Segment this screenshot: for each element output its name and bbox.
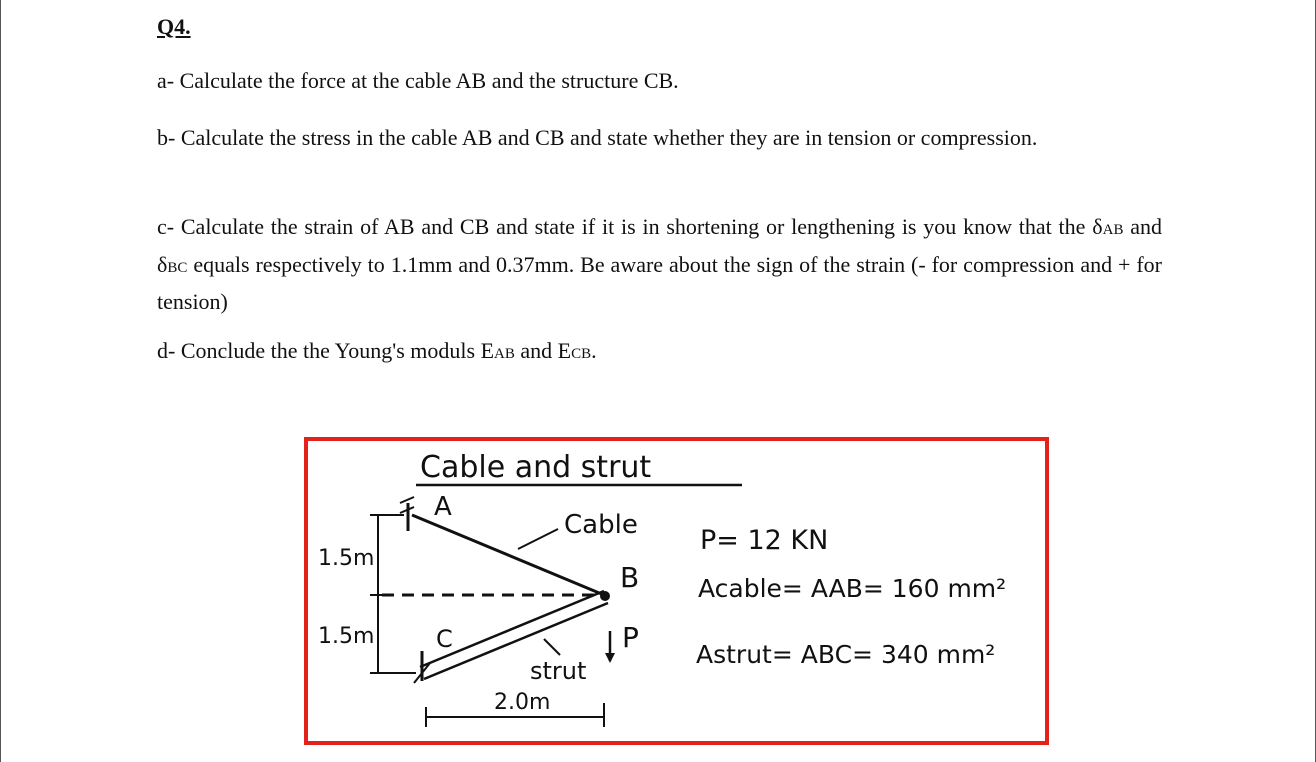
area-cable — [698, 574, 1006, 603]
dim-upper: 1.5m — [318, 546, 375, 571]
label-strut: strut — [530, 657, 587, 685]
part-d-text — [157, 334, 1162, 372]
area-cable-symbol: AAB= — [810, 574, 884, 603]
label-c: C — [436, 625, 453, 653]
part-d-seg1: d- Conclude the the Young's moduls E — [157, 338, 495, 363]
part-c-seg2: and δ — [157, 214, 1163, 277]
part-c-sub-ab: AB — [1102, 222, 1124, 238]
part-d-sub-ab: AB — [494, 346, 515, 362]
area-cable-value: 160 mm² — [891, 574, 1007, 603]
label-a: A — [434, 492, 452, 522]
strut-pointer — [544, 639, 560, 655]
cable-strut-figure — [308, 441, 1045, 741]
part-c-sub-bc: BC — [167, 259, 188, 276]
part-c-text — [157, 210, 1162, 320]
area-strut-value: 340 mm² — [880, 640, 996, 669]
load-value: P= 12 KN — [700, 525, 829, 556]
question-title: Q4. — [157, 14, 191, 39]
part-a-text: a- Calculate the force at the cable AB and the structure CB. — [157, 68, 679, 93]
figure-frame — [304, 437, 1049, 745]
label-b: B — [620, 561, 640, 594]
area-cable-label: Acable= — [698, 574, 803, 603]
dim-horizontal: 2.0m — [494, 690, 551, 715]
part-c-seg1: c- Calculate the strain of AB and CB and state if it is in shortening or lengthening is you know that the δ — [157, 214, 1103, 239]
cable-pointer — [518, 529, 558, 549]
part-d-seg2: and E — [514, 338, 572, 363]
label-p: P — [622, 621, 639, 654]
part-d-seg3: . — [591, 338, 597, 363]
area-strut-symbol: ABC= — [800, 640, 873, 669]
part-c-seg3: equals respectively to 1.1mm and 0.37mm. Be aware about the sign of the strain (- for compression and + for tension) — [157, 251, 1162, 314]
wall-hatch — [400, 497, 414, 503]
area-strut — [696, 640, 995, 669]
part-d-sub-cb: CB — [571, 346, 592, 362]
load-p-arrowhead — [605, 653, 615, 663]
label-cable: Cable — [564, 510, 638, 540]
part-b-text: b- Calculate the stress in the cable AB and CB and state whether they are in tension or compression. — [157, 125, 1038, 150]
dim-lower: 1.5m — [318, 624, 375, 649]
figure-title: Cable and strut — [420, 450, 652, 485]
area-strut-label: Astrut= — [696, 640, 793, 669]
